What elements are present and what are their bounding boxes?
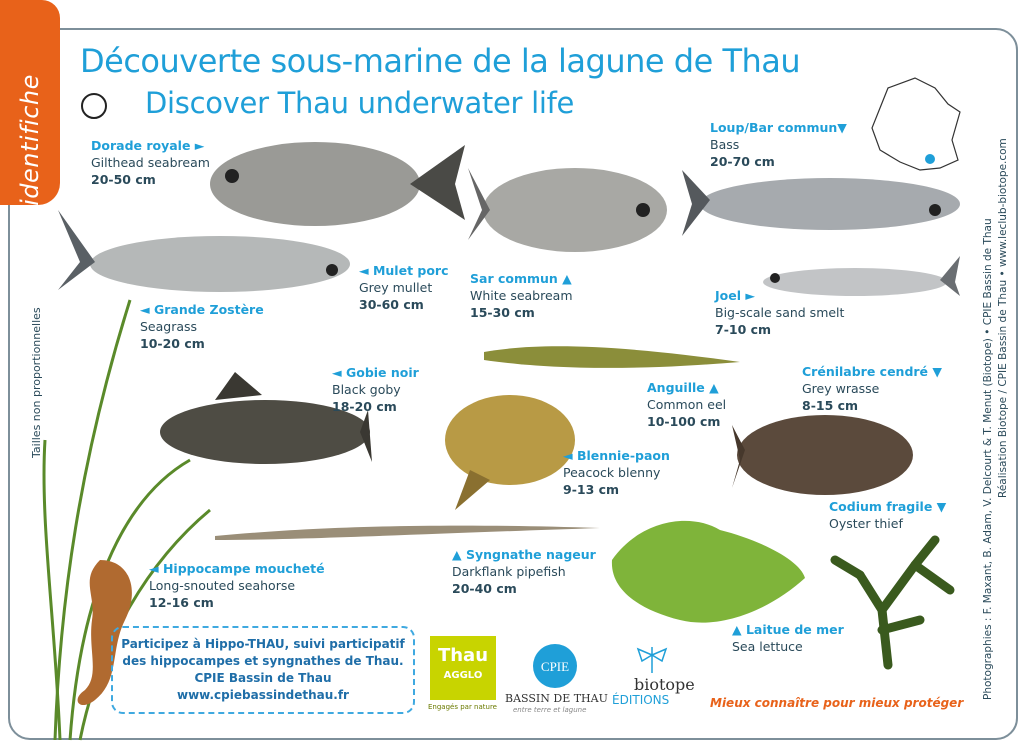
pipefish-illustration — [215, 526, 600, 540]
species-label-bass: Loup/Bar commun▼ Bass 20-70 cm — [710, 120, 847, 169]
france-map-icon — [872, 78, 960, 170]
species-label-pipefish: ▲ Syngnathe nageur Darkflank pipefish 20-40 cm — [452, 547, 596, 596]
page-title-en: Discover Thau underwater life — [145, 86, 575, 120]
species-label-sand-smelt: Joel ► Big-scale sand smelt 7-10 cm — [715, 288, 845, 337]
species-label-peacock-blenny: ◄ Blennie-paon Peacock blenny 9-13 cm — [563, 448, 670, 497]
oyster-thief-illustration — [835, 540, 950, 665]
biotope-logo: biotope ÉDITIONS — [612, 645, 702, 715]
gilthead-seabream-illustration — [210, 142, 465, 226]
participation-line-2: des hippocampes et syngnathes de Thau. — [122, 654, 404, 668]
species-label-grey-wrasse: Crénilabre cendré ▼ Grey wrasse 8-15 cm — [802, 364, 943, 413]
eel-illustration — [484, 346, 740, 368]
participation-box — [111, 626, 415, 714]
thau-agglo-logo: Thau AGGLO — [430, 636, 496, 700]
white-seabream-illustration — [468, 168, 667, 252]
peacock-blenny-illustration — [445, 395, 575, 510]
size-disclaimer: Tailles non proportionnelles — [30, 307, 43, 458]
svg-text:CPIE: CPIE — [540, 659, 570, 674]
bass-illustration — [682, 170, 960, 236]
species-label-common-eel: Anguille ▲ Common eel 10-100 cm — [647, 380, 727, 429]
brand-tab-label: identifiche — [16, 74, 44, 206]
participation-website-link[interactable]: www.cpiebassindethau.fr — [177, 688, 349, 702]
species-label-gilthead-seabream: Dorade royale ► Gilthead seabream 20-50 cm — [91, 138, 210, 187]
participation-line-1: Participez à Hippo-THAU, suivi participatif — [121, 637, 405, 651]
page-title-fr: Découverte sous-marine de la lagune de Thau — [80, 42, 801, 80]
species-label-oyster-thief: Codium fragile ▼ Oyster thief — [829, 499, 947, 531]
species-label-seagrass: ◄ Grande Zostère Seagrass 10-20 cm — [140, 302, 264, 351]
species-label-sea-lettuce: ▲ Laitue de mer Sea lettuce — [732, 622, 844, 654]
thau-agglo-tagline: Engagés par nature — [428, 703, 497, 711]
production-credits: Réalisation Biotope / CPIE Bassin de Thau • www.leclub-biotope.com — [997, 138, 1009, 498]
cpie-logo: CPIE BASSIN DE THAU entre terre et lagune — [505, 640, 605, 715]
photo-credits: Photographies : F. Maxant, B. Adam, V. Delcourt & T. Menut (Biotope) • CPIE Bassin de Thau — [982, 218, 994, 700]
species-label-black-goby: ◄ Gobie noir Black goby 18-20 cm — [332, 365, 419, 414]
tagline: Mieux connaître pour mieux protéger — [710, 696, 964, 710]
species-label-white-seabream: Sar commun ▲ White seabream 15-30 cm — [470, 271, 573, 320]
species-label-seahorse: ◄ Hippocampe moucheté Long-snouted seahorse 12-16 cm — [149, 561, 325, 610]
grey-wrasse-illustration — [732, 415, 913, 495]
participation-line-3: CPIE Bassin de Thau — [194, 671, 332, 685]
sea-lettuce-illustration — [612, 521, 805, 623]
species-label-grey-mullet: ◄ Mulet porc Grey mullet 30-60 cm — [359, 263, 449, 312]
